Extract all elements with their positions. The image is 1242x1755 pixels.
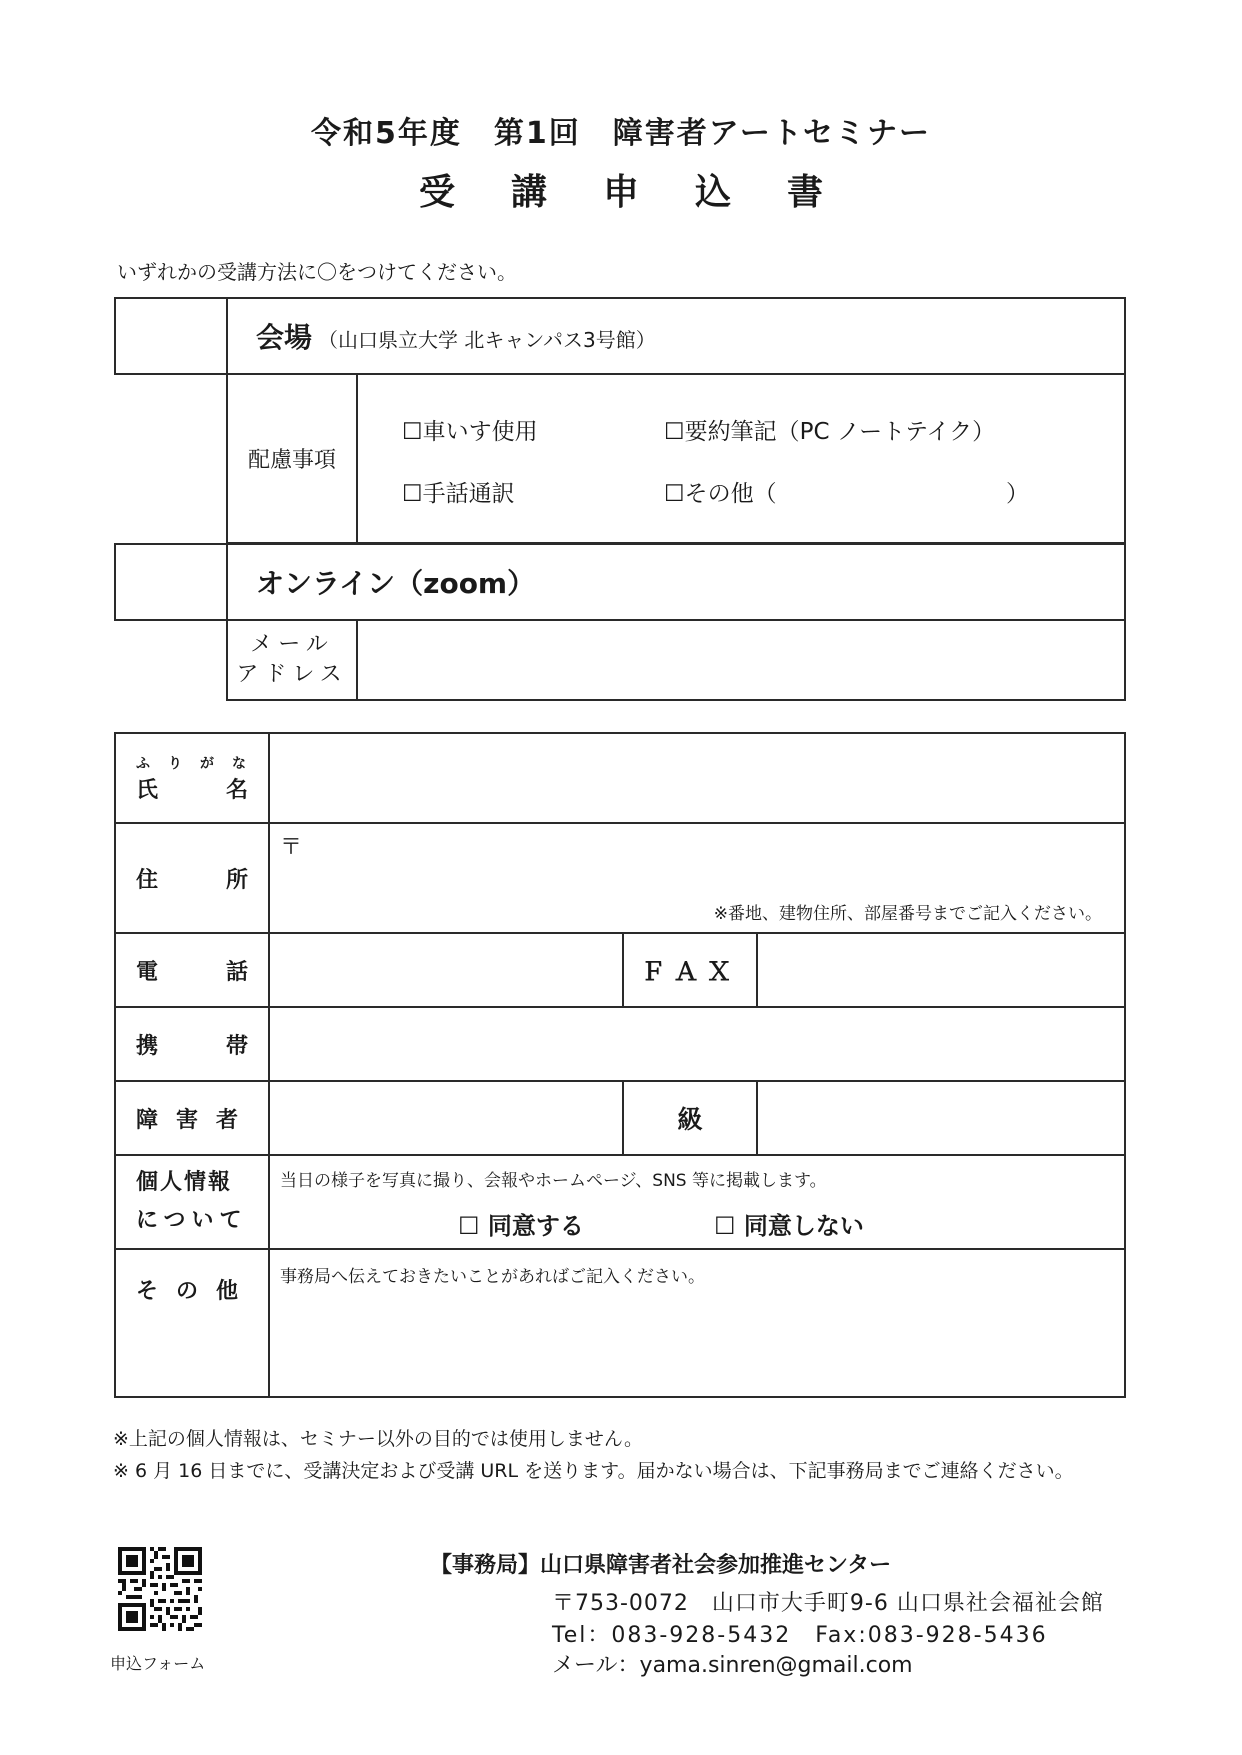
address-field[interactable] bbox=[269, 823, 1125, 933]
disability-label-cell bbox=[115, 1081, 269, 1155]
sign-language-checkbox[interactable]: ☐手話通訳 bbox=[402, 481, 515, 507]
phone-field[interactable] bbox=[269, 933, 623, 1007]
phone-label: 電 話 bbox=[136, 959, 250, 985]
qr-code-icon[interactable] bbox=[118, 1547, 202, 1631]
wheelchair-checkbox[interactable]: ☐車いす使用 bbox=[402, 419, 538, 445]
disability-field[interactable] bbox=[269, 1081, 623, 1155]
blank-cell bbox=[115, 620, 227, 700]
venue-circle-cell[interactable] bbox=[115, 298, 227, 374]
name-field[interactable] bbox=[269, 733, 1125, 823]
agree-checkbox[interactable]: ☐ 同意する bbox=[458, 1212, 584, 1240]
attendance-method-table bbox=[114, 297, 1126, 544]
online-circle-cell[interactable] bbox=[115, 544, 227, 620]
phone-label-cell bbox=[115, 933, 269, 1007]
office-email: メール：yama.sinren@gmail.com bbox=[552, 1653, 913, 1678]
privacy-text: 当日の様子を写真に撮り、会報やホームページ、SNS 等に掲載します。 bbox=[280, 1171, 827, 1191]
online-header bbox=[227, 544, 1125, 620]
venue-location: （山口県立大学 北キャンパス3号館） bbox=[318, 328, 656, 352]
online-label: オンライン（zoom） bbox=[256, 567, 536, 600]
mobile-field[interactable] bbox=[269, 1007, 1125, 1081]
fax-field[interactable] bbox=[757, 933, 1125, 1007]
form-title: 令和5年度 第1回 障害者アートセミナー bbox=[311, 116, 931, 151]
address-label: 住 所 bbox=[136, 867, 250, 893]
address-label-cell bbox=[115, 823, 269, 933]
other-field[interactable] bbox=[269, 1249, 1125, 1397]
furigana-label: ふりがな bbox=[136, 755, 264, 772]
office-name: 【事務局】山口県障害者社会参加推進センター bbox=[430, 1553, 892, 1578]
mobile-label-cell bbox=[115, 1007, 269, 1081]
name-label: 氏 名 bbox=[136, 777, 250, 803]
mail-label: メール アドレス bbox=[227, 620, 357, 700]
venue-header bbox=[227, 298, 1125, 374]
office-phone: Tel：083-928-5432 Fax:083-928-5436 bbox=[552, 1623, 1048, 1648]
address-note: ※番地、建物住所、部屋番号までご記入ください。 bbox=[713, 904, 1102, 924]
grade-field[interactable] bbox=[757, 1081, 1125, 1155]
personal-info-table bbox=[114, 732, 1126, 1398]
online-method-table bbox=[114, 543, 1126, 701]
venue-label: 会場 bbox=[256, 321, 313, 354]
privacy-label-cell: 個人情報 について bbox=[115, 1155, 269, 1249]
name-label-cell bbox=[115, 733, 269, 823]
disability-label: 障害者 bbox=[136, 1107, 257, 1133]
other-label: その他 bbox=[136, 1279, 257, 1304]
fax-label: ＦＡＸ bbox=[623, 933, 757, 1007]
consideration-label: 配慮事項 bbox=[227, 374, 357, 543]
instruction-text: いずれかの受講方法に〇をつけてください。 bbox=[117, 260, 517, 284]
qr-caption: 申込フォーム bbox=[110, 1654, 206, 1673]
other-label-cell bbox=[115, 1249, 269, 1397]
consideration-options bbox=[357, 374, 1125, 543]
disagree-checkbox[interactable]: ☐ 同意しない bbox=[714, 1212, 864, 1240]
office-address: 〒753-0072 山口市大手町9-6 山口県社会福祉会館 bbox=[552, 1591, 1104, 1616]
privacy-consent-cell bbox=[269, 1155, 1125, 1249]
form-subtitle: 受講申込書 bbox=[418, 172, 879, 213]
summary-writing-checkbox[interactable]: ☐要約筆記（PC ノートテイク） bbox=[664, 419, 996, 445]
deadline-note: ※ 6 月 16 日までに、受講決定および受講 URL を送ります。届かない場合は、下記事務局までご連絡ください。 bbox=[113, 1460, 1074, 1482]
blank-cell bbox=[115, 374, 227, 543]
grade-label: 級 bbox=[623, 1081, 757, 1155]
other-text: 事務局へ伝えておきたいことがあればご記入ください。 bbox=[280, 1267, 705, 1287]
mobile-label: 携 帯 bbox=[136, 1033, 250, 1059]
postal-mark: 〒 bbox=[280, 835, 303, 860]
privacy-note: ※上記の個人情報は、セミナー以外の目的では使用しません。 bbox=[113, 1428, 644, 1450]
email-field[interactable] bbox=[357, 620, 1125, 700]
other-close-paren: ） bbox=[1006, 481, 1029, 507]
other-checkbox[interactable]: ☐その他（ bbox=[664, 481, 777, 507]
